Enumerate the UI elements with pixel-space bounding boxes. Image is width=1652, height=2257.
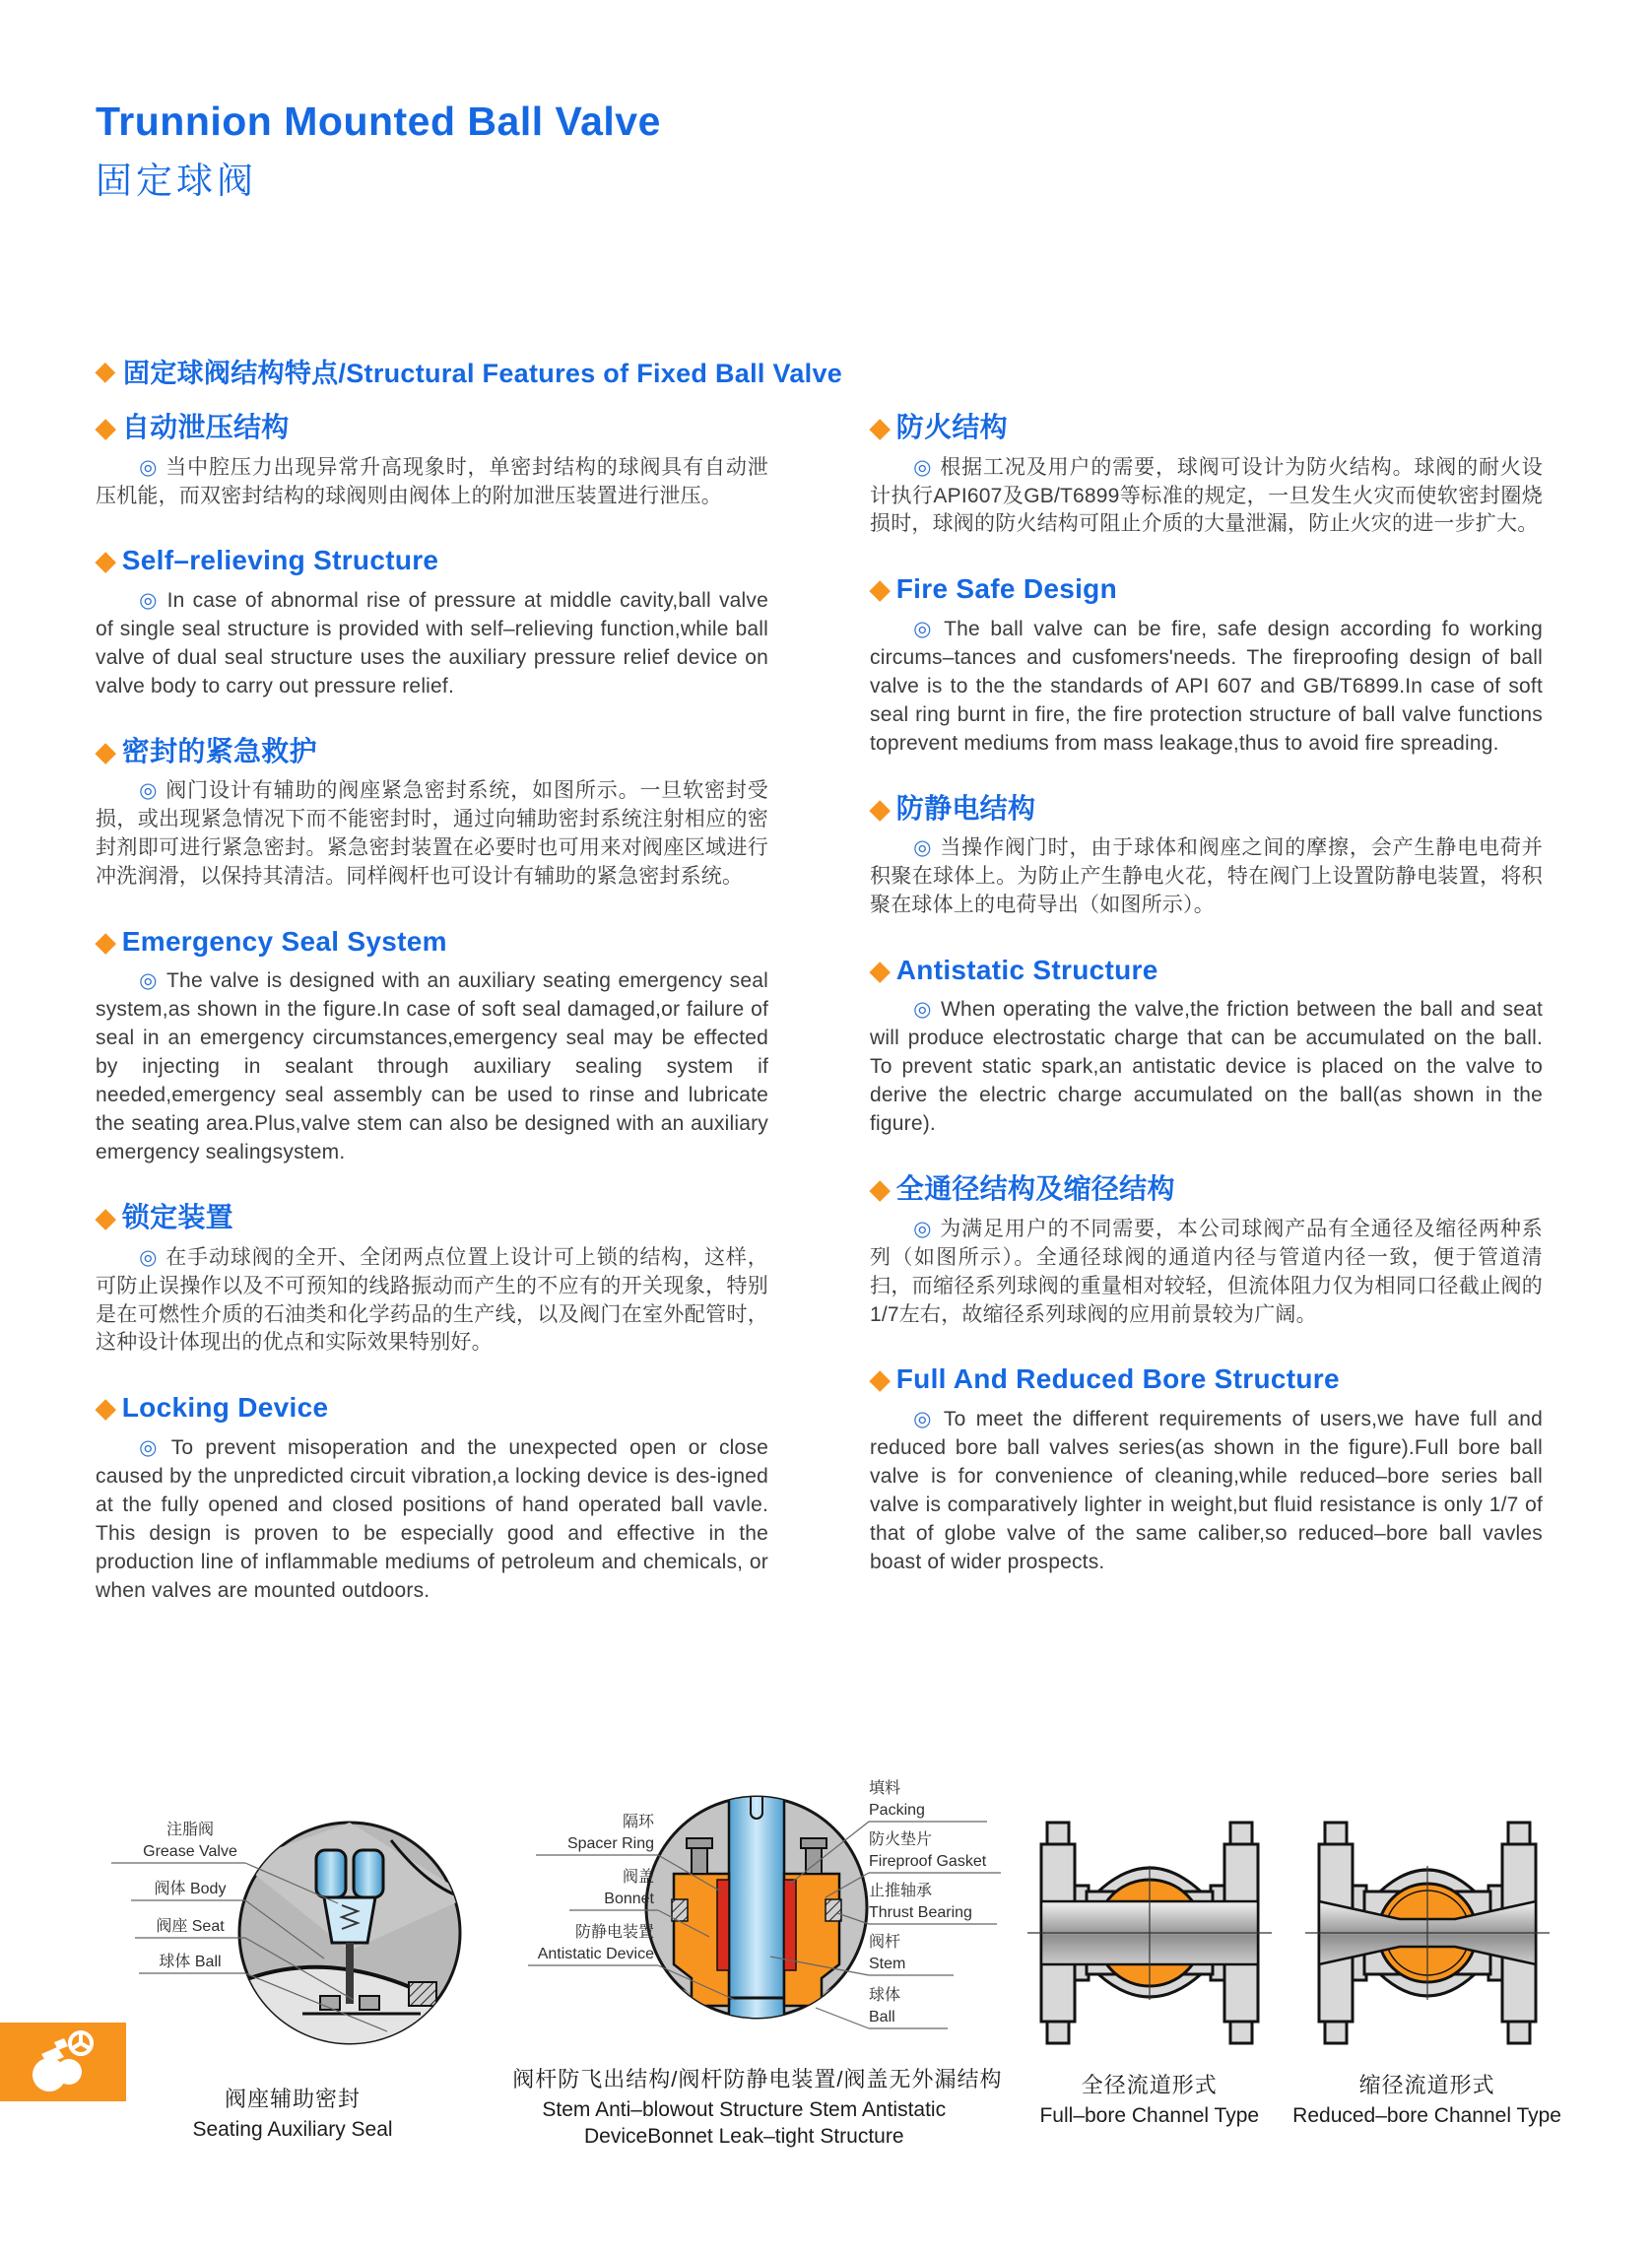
label-fireproof-gasket-en: Fireproof Gasket bbox=[869, 1853, 987, 1870]
label-grease-valve-zh: 注脂阀 bbox=[165, 1822, 215, 1838]
feature-title-text: Locking Device bbox=[121, 1392, 329, 1424]
right-column bbox=[870, 410, 1543, 1638]
section-title: 固定球阀结构特点/Structural Features of Fixed Ball Valve bbox=[123, 359, 843, 389]
feature-body-text: The ball valve can be fire, safe design according fo working circums–tances and cusfomers'needs. The fireproofing design of ball valve is to the the standards of API 607 and GB/T6899.In case of soft seal ring burnt in fire, the fire protection structure of ball valve functions toprevent mediums from mass leakage,thus to avoid fire spreading. bbox=[870, 617, 1543, 755]
feature-section-auto-relief-zh bbox=[96, 410, 768, 510]
feature-body-text: 当中腔压力出现异常升高现象时，单密封结构的球阀具有自动泄压机能，而双密封结构的球阀则由阀体上的附加泄压装置进行泄压。 bbox=[96, 455, 768, 507]
feature-title bbox=[96, 1390, 768, 1426]
bullseye-icon: ◎ bbox=[139, 1245, 159, 1269]
figure-caption-en: Stem Anti–blowout Structure Stem Antistatic DeviceBonnet Leak–tight Structure bbox=[542, 2098, 947, 2149]
page-subtitle: 固定球阀 bbox=[96, 161, 257, 202]
bullseye-icon: ◎ bbox=[139, 779, 159, 803]
feature-section-locking-zh bbox=[96, 1200, 768, 1358]
figure-caption bbox=[512, 2063, 1002, 2151]
left-column bbox=[96, 410, 768, 1638]
label-antistatic-zh: 防静电装置 bbox=[575, 1924, 655, 1941]
figure-full-bore bbox=[1025, 1809, 1274, 2129]
label-spacer-ring-zh: 隔环 bbox=[623, 1814, 655, 1830]
label-thrust-bearing-zh: 止推轴承 bbox=[869, 1883, 933, 1899]
figure-caption-zh: 阀杆防飞出结构/阀杆防静电装置/阀盖无外漏结构 bbox=[512, 2067, 1003, 2091]
figure-caption-zh: 全径流道形式 bbox=[1081, 2073, 1218, 2097]
label-antistatic-en: Antistatic Device bbox=[538, 1946, 655, 1962]
feature-body bbox=[870, 454, 1543, 540]
bullseye-icon: ◎ bbox=[913, 836, 933, 860]
bullseye-icon: ◎ bbox=[913, 455, 933, 479]
feature-body bbox=[96, 777, 768, 892]
label-fireproof-gasket-zh: 防火垫片 bbox=[869, 1831, 933, 1848]
diamond-icon: ◆ bbox=[870, 1174, 891, 1205]
feature-title bbox=[96, 410, 768, 445]
feature-section-bore-zh bbox=[870, 1171, 1543, 1329]
feature-title bbox=[870, 791, 1543, 827]
label-ball: 球体 Ball bbox=[159, 1954, 222, 1970]
label-ball-en: Ball bbox=[869, 2009, 896, 2025]
diamond-icon: ◆ bbox=[96, 546, 116, 576]
feature-title-text: Fire Safe Design bbox=[895, 573, 1117, 605]
diamond-icon: ◆ bbox=[870, 793, 891, 824]
feature-columns bbox=[96, 410, 1545, 1638]
figure-caption-en: Full–bore Channel Type bbox=[1039, 2104, 1260, 2127]
feature-section-emergency-seal-zh bbox=[96, 734, 768, 892]
feature-body-text: To prevent misoperation and the unexpected open or close caused by the unpredicted circuit vibration,a locking device is des-igned at the fully opened and closed positions of hand operated ball vavle. This design is proven to be especially good and effective in the production line of inflammable mediums of petroleum and chemicals, or when valves are mounted outdoors. bbox=[96, 1435, 768, 1602]
stem-diagram bbox=[508, 1763, 1006, 2051]
feature-section-bore-en bbox=[870, 1361, 1543, 1576]
label-stem-en: Stem bbox=[869, 1956, 906, 1972]
feature-title bbox=[870, 1361, 1543, 1397]
feature-title-text: Antistatic Structure bbox=[895, 954, 1158, 985]
label-grease-valve-en: Grease Valve bbox=[143, 1843, 237, 1860]
feature-title bbox=[870, 571, 1543, 607]
feature-title bbox=[96, 543, 768, 578]
feature-title bbox=[870, 1171, 1543, 1207]
feature-title bbox=[96, 924, 768, 960]
figure-caption bbox=[192, 2083, 392, 2143]
reduced-bore-diagram bbox=[1303, 1809, 1552, 2057]
diamond-icon: ◆ bbox=[96, 1203, 116, 1233]
figure-caption bbox=[1292, 2069, 1561, 2129]
label-packing-zh: 填料 bbox=[869, 1780, 901, 1797]
bullseye-icon: ◎ bbox=[139, 1435, 164, 1459]
feature-title-text: 防静电结构 bbox=[895, 792, 1036, 824]
feature-section-antistatic-zh bbox=[870, 791, 1543, 920]
figure-reduced-bore bbox=[1292, 1809, 1561, 2129]
feature-body-text: 在手动球阀的全开、全闭两点位置上设计可上锁的结构，这样，可防止误操作以及不可预知的线路振动而产生的不应有的开关现象，特别是在可燃性介质的石油类和化学药品的生产线，以及阀门在室外配管时，这种设计体现出的优点和实际效果特别好。 bbox=[96, 1245, 768, 1355]
figure-caption bbox=[1039, 2069, 1259, 2129]
label-bonnet-zh: 阀盖 bbox=[623, 1869, 655, 1886]
figure-seat-seal bbox=[96, 1803, 490, 2143]
feature-body-text: The valve is designed with an auxiliary seating emergency seal system,as shown in the figure.In case of soft seal damaged,or failure of seal in an emergency circumstances,emergency seal may be effected by injecting in sealant through auxiliary sealing system if needed,emergency seal assembly can be used to rinse and lubricate the seating area.Plus,valve stem can also be designed with an auxiliary emergency sealingsystem. bbox=[96, 969, 768, 1164]
feature-body bbox=[96, 587, 768, 701]
figures-row bbox=[96, 1763, 1561, 2151]
label-thrust-bearing-en: Thrust Bearing bbox=[869, 1904, 973, 1921]
label-packing-en: Packing bbox=[869, 1802, 926, 1819]
bullseye-icon: ◎ bbox=[139, 969, 160, 993]
diamond-icon: ◆ bbox=[96, 413, 116, 443]
feature-title bbox=[96, 734, 768, 769]
feature-body-text: 阀门设计有辅助的阀座紧急密封系统，如图所示。一旦软密封受损，或出现紧急情况下而不能密封时，通过向辅助密封系统注射相应的密封剂即可进行紧急密封。紧急密封装置在必要时也可用来对阀座区域进行冲洗润滑，以保持其清洁。同样阀杆也可设计有辅助的紧急密封系统。 bbox=[96, 779, 768, 889]
feature-section-emergency-seal-en bbox=[96, 924, 768, 1167]
figure-caption-zh: 阀座辅助密封 bbox=[224, 2087, 361, 2111]
bullseye-icon: ◎ bbox=[139, 588, 160, 612]
label-body: 阀体 Body bbox=[154, 1881, 227, 1897]
feature-body bbox=[870, 616, 1543, 759]
feature-title-text: 锁定装置 bbox=[121, 1202, 233, 1233]
feature-body-text: To meet the different requirements of users,we have full and reduced bore ball valves series(as shown in the figure).Full bore ball valve is for convenience of cleaning,while reduced–bore series ball valve is comparatively lighter in weight,but fluid resistance is only 1/7 of that of globe valve of the same caliber,so reduced–bore ball vavles boast of wider prospects. bbox=[870, 1407, 1543, 1573]
feature-title-text: 全通径结构及缩径结构 bbox=[895, 1173, 1175, 1205]
feature-body bbox=[96, 454, 768, 511]
feature-title-text: 自动泄压结构 bbox=[121, 412, 290, 443]
feature-body bbox=[870, 1406, 1543, 1577]
feature-body-text: In case of abnormal rise of pressure at middle cavity,ball valve of single seal structure is provided with self–relieving function,while ball valve of dual seal structure uses the auxiliary pressure relief device on valve body to carry out pressure relief. bbox=[96, 588, 768, 697]
feature-title bbox=[96, 1200, 768, 1235]
feature-body-text: 根据工况及用户的需要，球阀可设计为防火结构。球阀的耐火设计执行API607及GB/T6899等标准的规定，一旦发生火灾而使软密封圈烧损时，球阀的防火结构可阻止介质的大量泄漏，防止火灾的进一步扩大。 bbox=[870, 455, 1543, 536]
bullseye-icon: ◎ bbox=[139, 455, 159, 479]
feature-body bbox=[870, 996, 1543, 1139]
feature-body-text: 当操作阀门时，由于球体和阀座之间的摩擦，会产生静电电荷并积聚在球体上。为防止产生静电火花，特在阀门上设置防静电装置，将积聚在球体上的电荷导出（如图所示）。 bbox=[870, 836, 1543, 916]
seat-seal-diagram bbox=[96, 1803, 490, 2071]
feature-title-text: 密封的紧急救护 bbox=[121, 735, 317, 766]
feature-section-self-relieving-en bbox=[96, 543, 768, 700]
feature-section-locking-en bbox=[96, 1390, 768, 1605]
section-header bbox=[96, 352, 1545, 390]
bullseye-icon: ◎ bbox=[913, 1217, 933, 1240]
diamond-icon: ◆ bbox=[96, 357, 116, 385]
diamond-icon: ◆ bbox=[870, 413, 891, 443]
feature-title-text: 防火结构 bbox=[895, 412, 1008, 443]
feature-title-text: Full And Reduced Bore Structure bbox=[895, 1363, 1340, 1395]
feature-body bbox=[96, 1434, 768, 1606]
label-spacer-ring-en: Spacer Ring bbox=[567, 1835, 655, 1852]
feature-section-fire-safe-en bbox=[870, 571, 1543, 758]
feature-body-text: When operating the valve,the friction between the ball and seat will produce electrostatic charge that can be accumulated on the ball. To prevent static spark,an antistatic device is placed on the valve to derive the electric charge accumulated on the ball(as shown in the figure). bbox=[870, 998, 1543, 1136]
label-seat: 阀座 Seat bbox=[156, 1918, 225, 1935]
figure-caption-zh: 缩径流道形式 bbox=[1358, 2073, 1495, 2097]
figure-stem bbox=[508, 1763, 1006, 2151]
feature-section-fire-safe-zh bbox=[870, 410, 1543, 539]
diamond-icon: ◆ bbox=[96, 736, 116, 766]
feature-title bbox=[870, 410, 1543, 445]
feature-body bbox=[96, 1244, 768, 1359]
page-title: Trunnion Mounted Ball Valve bbox=[96, 99, 661, 144]
figure-caption-en: Seating Auxiliary Seal bbox=[192, 2118, 393, 2141]
bullseye-icon: ◎ bbox=[913, 998, 933, 1022]
feature-section-antistatic-en bbox=[870, 953, 1543, 1139]
feature-body bbox=[870, 1216, 1543, 1330]
feature-title-text: Self–relieving Structure bbox=[121, 545, 439, 576]
diamond-icon: ◆ bbox=[870, 955, 891, 985]
feature-title bbox=[870, 953, 1543, 988]
diamond-icon: ◆ bbox=[870, 574, 891, 605]
feature-title-text: Emergency Seal System bbox=[121, 926, 447, 957]
label-stem-zh: 阀杆 bbox=[869, 1934, 901, 1951]
feature-body-text: 为满足用户的不同需要，本公司球阀产品有全通径及缩径两种系列（如图所示）。全通径球阀的通道内径与管道内径一致，便于管道清扫，而缩径系列球阀的重量相对较轻，但流体阻力仅为相同口径截止阀的1/7左右，故缩径系列球阀的应用前景较为广阔。 bbox=[870, 1217, 1543, 1326]
feature-body bbox=[870, 834, 1543, 920]
feature-body bbox=[96, 967, 768, 1167]
diamond-icon: ◆ bbox=[96, 926, 116, 957]
full-bore-diagram bbox=[1025, 1809, 1274, 2057]
diamond-icon: ◆ bbox=[870, 1364, 891, 1395]
bullseye-icon: ◎ bbox=[913, 1407, 936, 1430]
label-bonnet-en: Bonnet bbox=[604, 1891, 655, 1907]
bullseye-icon: ◎ bbox=[913, 617, 937, 640]
label-ball-zh: 球体 bbox=[869, 1987, 901, 2004]
diamond-icon: ◆ bbox=[96, 1393, 116, 1424]
figure-caption-en: Reduced–bore Channel Type bbox=[1292, 2104, 1561, 2127]
brand-logo bbox=[0, 2023, 126, 2101]
ball-valve-logo-icon bbox=[0, 2023, 126, 2101]
